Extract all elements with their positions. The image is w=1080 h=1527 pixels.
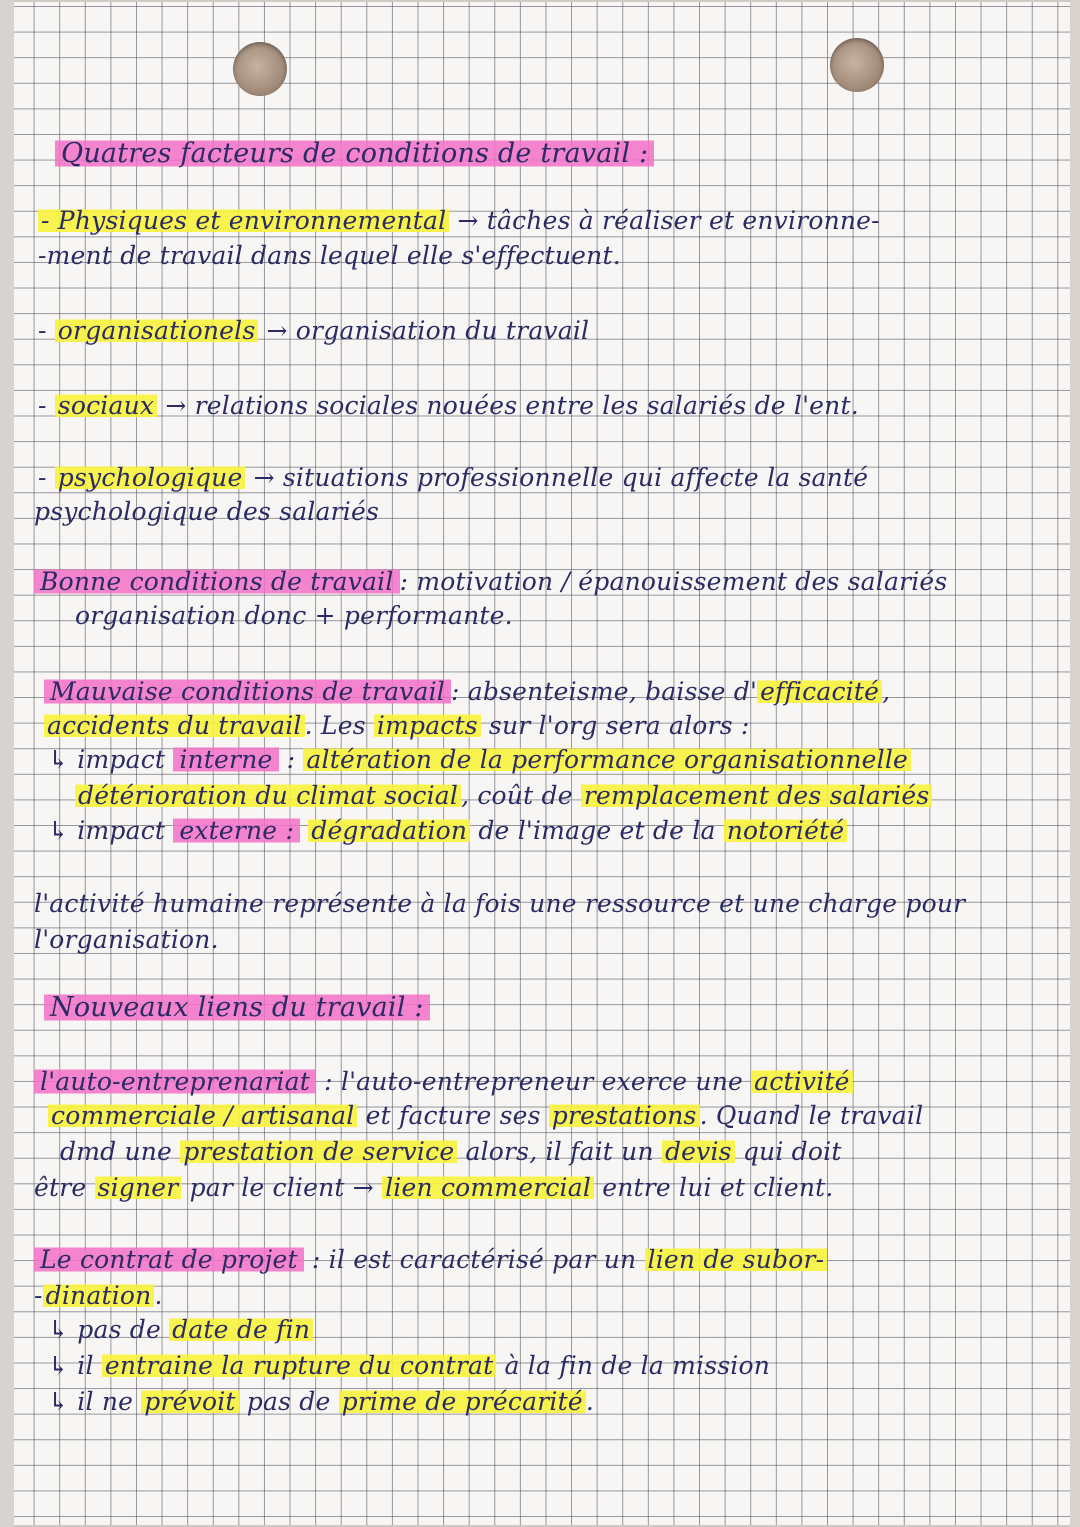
line-impact-interne: ↳ impact interne : altération de la performance organisationnelle bbox=[48, 744, 911, 776]
line-auto-entreprenariat: l'auto-entreprenariat : l'auto-entrepreneur exerce une activité bbox=[34, 1066, 853, 1098]
line-sociaux: - sociaux → relations sociales nouées entre les salariés de l'ent. bbox=[38, 391, 859, 420]
line-physiques: - Physiques et environnemental → tâches à réaliser et environne- bbox=[38, 205, 880, 237]
line-psychologique-cont: psychologique des salariés bbox=[34, 497, 379, 526]
punch-hole-right bbox=[830, 38, 884, 92]
heading-nouveaux-liens: Nouveaux liens du travail : bbox=[44, 992, 430, 1024]
line-date-fin: ↳ pas de date de fin bbox=[48, 1314, 313, 1346]
line-bonne-conditions: Bonne conditions de travail : motivation / épanouissement des salariés bbox=[34, 566, 947, 598]
line-contrat-projet: Le contrat de projet : il est caractérisé par un lien de subor- bbox=[34, 1244, 827, 1276]
line-organisationels: - organisationels → organisation du travail bbox=[38, 316, 590, 345]
line-activite-humaine: l'activité humaine représente à la fois une ressource et une charge pour bbox=[34, 889, 966, 918]
line-deterioration: détérioration du climat social , coût de remplacement des salariés bbox=[75, 780, 932, 812]
line-commerciale: commerciale / artisanal et facture ses prestations . Quand le travail bbox=[48, 1100, 923, 1132]
page-edge-left bbox=[0, 0, 14, 1527]
line-accidents: accidents du travail . Les impacts sur l'org sera alors : bbox=[44, 710, 750, 742]
line-bonne-conditions-cont: organisation donc + performante. bbox=[75, 601, 513, 630]
line-prestation-service: dmd une prestation de service alors, il fait un devis qui doit bbox=[60, 1137, 842, 1166]
line-signer: être signer par le client → lien commercial entre lui et client. bbox=[34, 1173, 834, 1202]
line-psychologique: - psychologique → situations professionnelle qui affecte la santé bbox=[38, 463, 869, 492]
line-impact-externe: ↳ impact externe : dégradation de l'image et de la notoriété bbox=[48, 815, 847, 847]
page-edge-right bbox=[1070, 0, 1080, 1527]
heading-quatres-facteurs: Quatres facteurs de conditions de travail : bbox=[55, 138, 654, 170]
punch-hole-left bbox=[233, 42, 287, 96]
line-activite-humaine-cont: l'organisation. bbox=[34, 925, 219, 954]
line-physiques-cont: -ment de travail dans lequel elle s'effectuent. bbox=[38, 241, 621, 270]
line-dination: - dination . bbox=[34, 1281, 163, 1310]
line-mauvaise-conditions: Mauvaise conditions de travail : absenteisme, baisse d' efficacité , bbox=[44, 676, 890, 708]
line-rupture: ↳ il entraine la rupture du contrat à la fin de la mission bbox=[48, 1351, 771, 1380]
line-prime-precarite: ↳ il ne prévoit pas de prime de précarité . bbox=[48, 1387, 594, 1416]
